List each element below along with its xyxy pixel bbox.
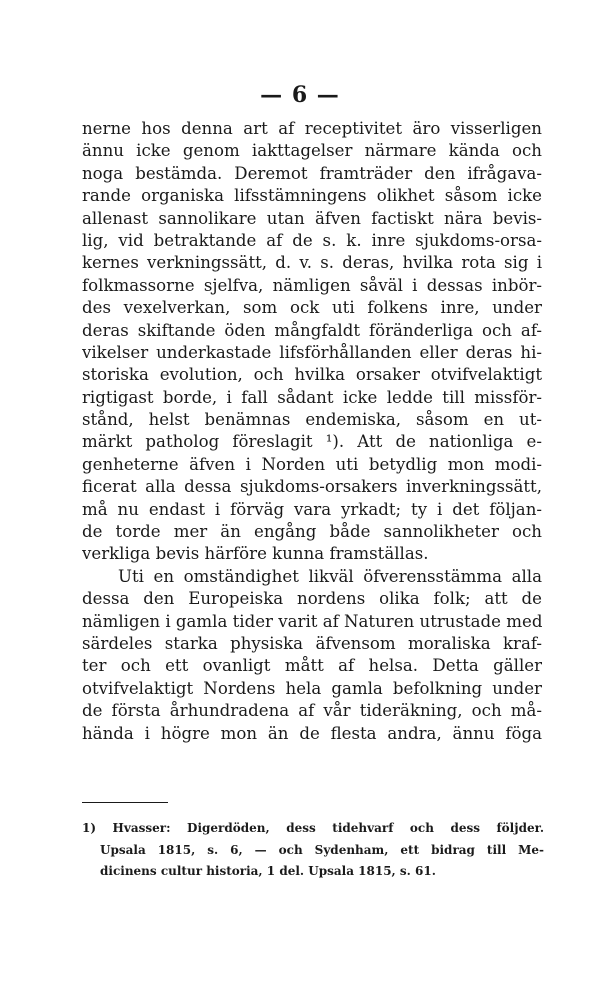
- text-line: allenast sannolikare utan äfven factiskt nära bevis-: [82, 208, 542, 228]
- paragraph-start-line: Uti en omständighet likväl öfverensstämma alla: [118, 566, 542, 586]
- text-line: otvifvelaktigt Nordens hela gamla befolkning under: [82, 678, 542, 698]
- text-line: ter och ett ovanligt mått af helsa. Detta gäller: [82, 656, 542, 676]
- page-number: — 6 —: [260, 82, 340, 108]
- text-line: de torde mer än engång både sannolikheter och: [82, 522, 542, 542]
- text-line: deras skiftande öden mångfaldt föränderliga och af-: [82, 320, 542, 340]
- text-line: särdeles starka physiska äfvensom moraliska kraf-: [82, 633, 542, 653]
- footnote-line: 1) Hvasser: Digerdöden, dess tidehvarf och dess följder.: [82, 821, 544, 835]
- body-text: [82, 118, 542, 745]
- text-line: dessa den Europeiska nordens olika folk; att de: [82, 589, 542, 609]
- text-line: kernes verkningssätt, d. v. s. deras, hvilka rota sig i: [82, 253, 542, 273]
- text-line: genheterne äfven i Norden uti betydlig mon modi-: [82, 454, 542, 474]
- text-line: folkmassorne sjelfva, nämligen såväl i dessas inbör-: [82, 275, 542, 295]
- text-line: må nu endast i förväg vara yrkadt; ty i det följan-: [82, 499, 542, 519]
- text-line: nerne hos denna art af receptivitet äro visserligen: [82, 119, 542, 138]
- text-line: rigtigast borde, i fall sådant icke ledde till missför-: [82, 387, 542, 407]
- footnote-divider: [82, 802, 168, 803]
- footnote-line: dicinens cultur historia, 1 del. Upsala 1815, s. 61.: [100, 864, 436, 879]
- footnotes: [82, 818, 544, 883]
- text-line: storiska evolution, och hvilka orsaker otvifvelaktigt: [82, 365, 542, 385]
- footnote-line: Upsala 1815, s. 6, — och Sydenham, ett bidrag till Me-: [100, 842, 544, 857]
- paragraph-end-line: verkliga bevis härföre kunna framställas.: [82, 544, 429, 564]
- text-line: rande organiska lifsstämningens olikhet såsom icke: [82, 186, 542, 206]
- text-line: ännu icke genom iakttagelser närmare kända och: [82, 141, 542, 161]
- text-line: vikelser underkastade lifsförhållanden eller deras hi-: [82, 342, 542, 362]
- text-line: de första århundradena af vår tideräkning, och må-: [82, 701, 542, 721]
- text-line: nämligen i gamla tider varit af Naturen utrustade med: [82, 611, 542, 631]
- text-line: märkt patholog föreslagit ¹). Att de nationliga e-: [82, 432, 542, 452]
- text-line: ficerat alla dessa sjukdoms-orsakers inverkningssätt,: [82, 477, 542, 497]
- text-line: noga bestämda. Deremot framträder den ifrågava-: [82, 163, 542, 183]
- text-line: des vexelverkan, som ock uti folkens inre, under: [82, 298, 542, 318]
- text-line: lig, vid betraktande af de s. k. inre sjukdoms-orsa-: [82, 230, 542, 250]
- text-line: stånd, helst benämnas endemiska, såsom en ut-: [82, 410, 542, 430]
- text-line: hända i högre mon än de flesta andra, ännu föga: [82, 723, 542, 743]
